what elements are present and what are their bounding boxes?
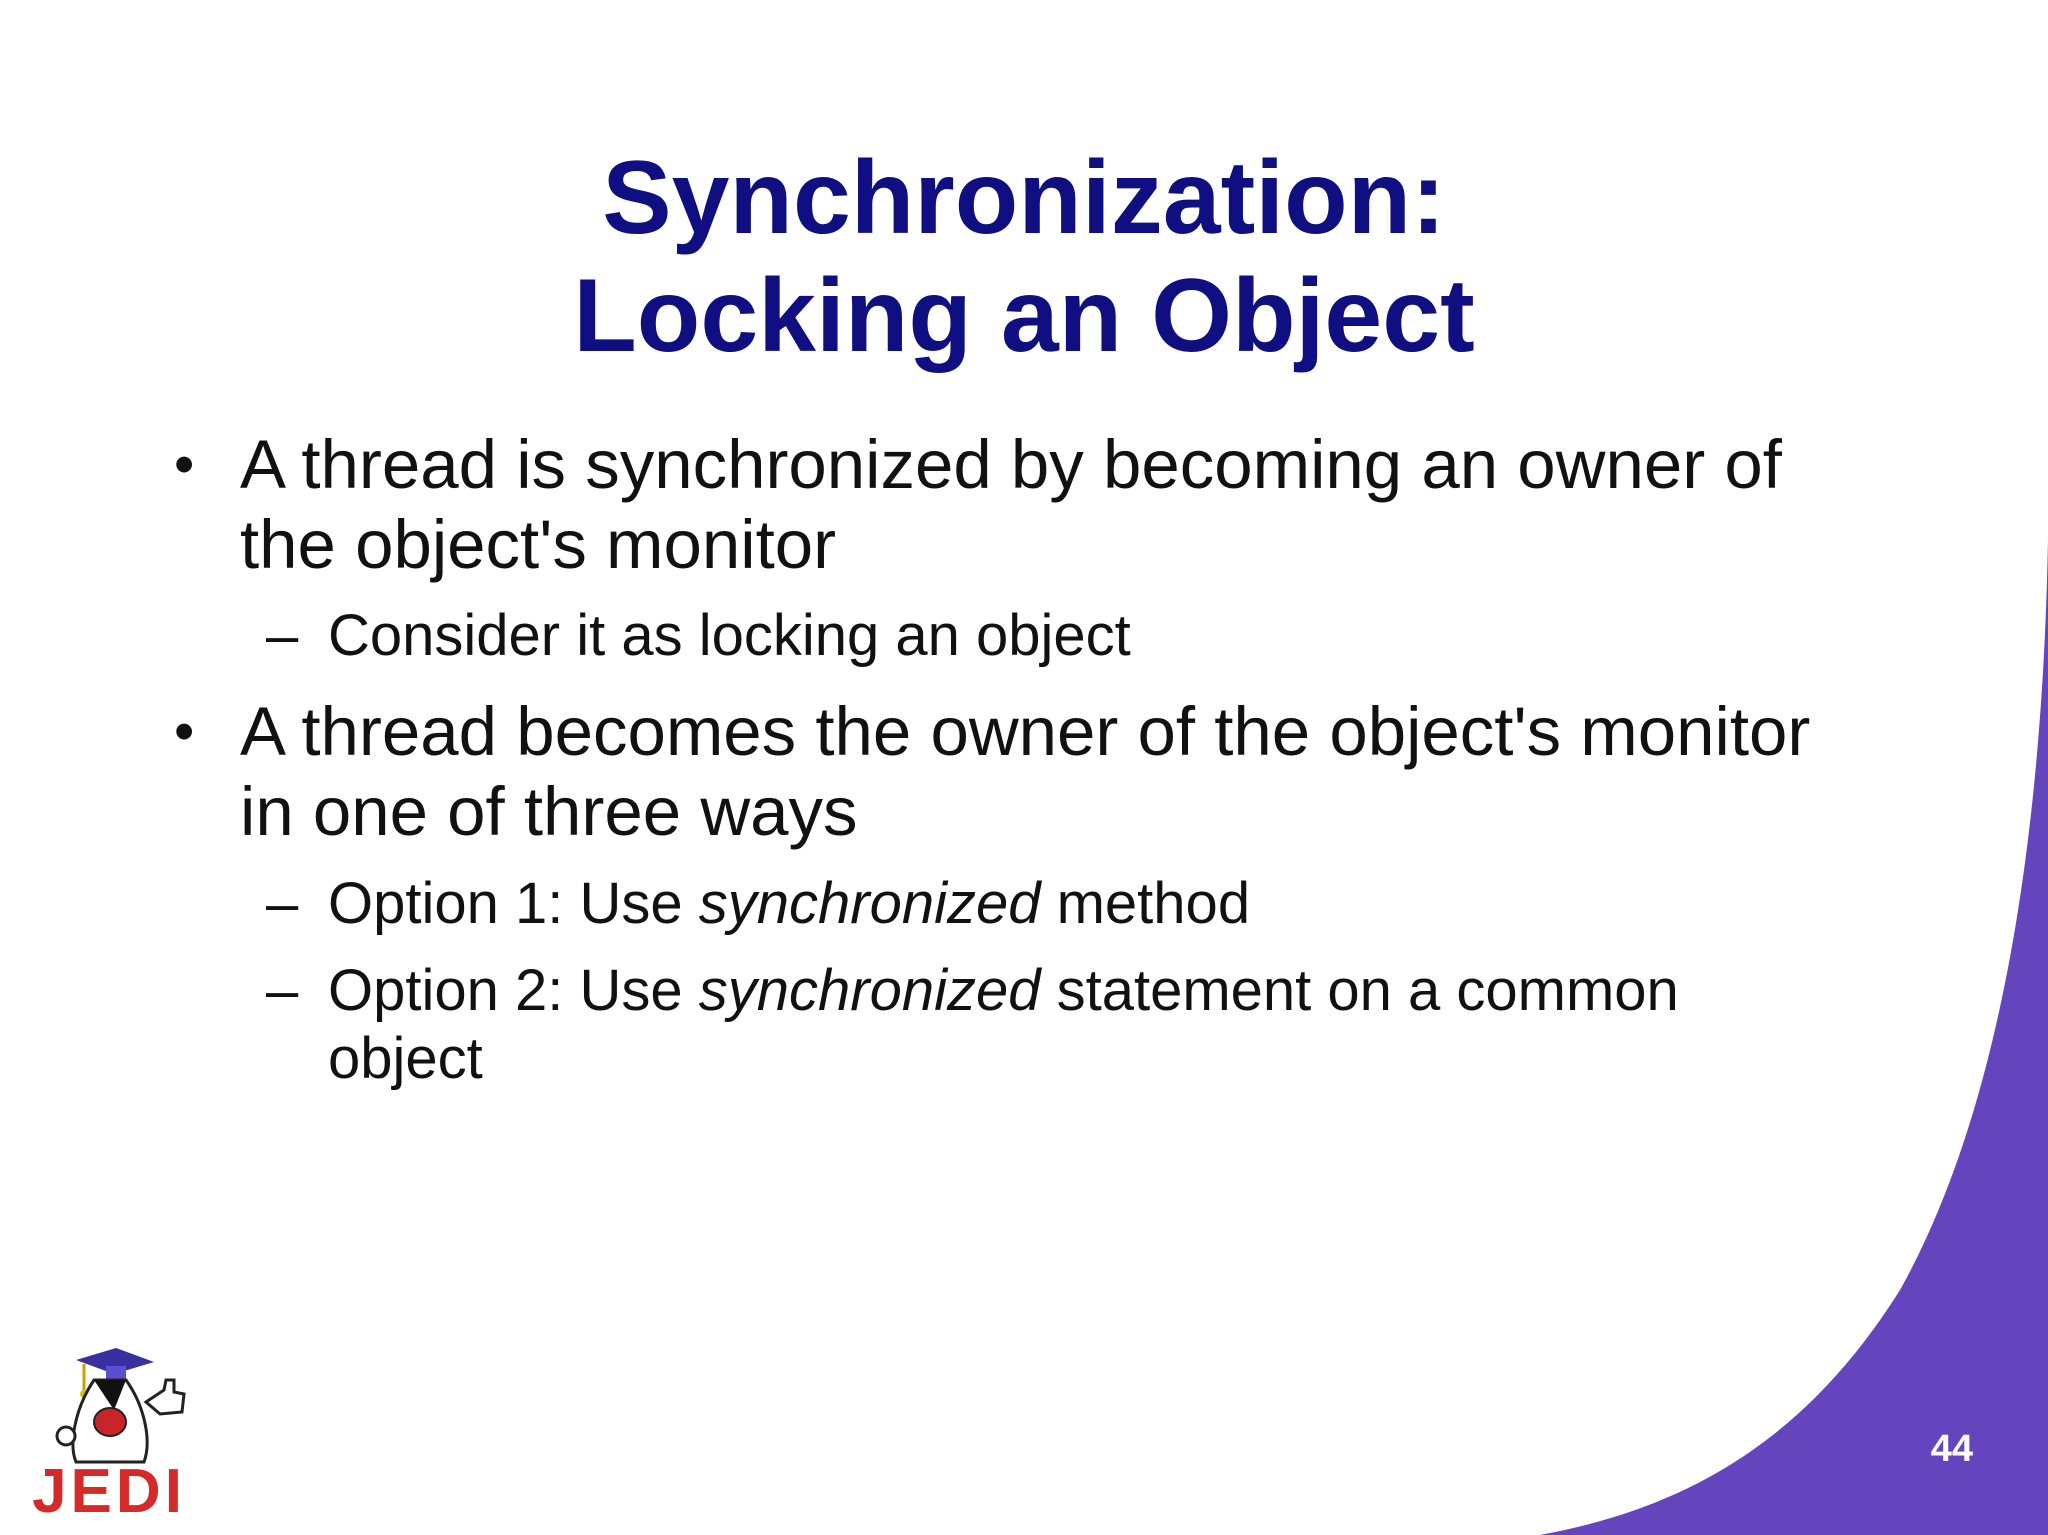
- sub-bullet-1-1-text: Consider it as locking an object: [328, 603, 1131, 668]
- bullet-1-line-2: the object's monitor: [240, 506, 837, 583]
- option-1-keyword: synchronized: [698, 871, 1041, 936]
- sub-bullet-2-2: [266, 957, 1679, 1093]
- dash-marker: –: [266, 958, 299, 1023]
- option-1-suffix: method: [1040, 871, 1251, 936]
- page-number: 44: [1930, 1428, 1973, 1470]
- bullet-2-line-2: in one of three ways: [240, 773, 858, 850]
- dash-marker: –: [266, 603, 299, 668]
- dash-marker: –: [266, 871, 299, 936]
- jedi-logo-text: JEDI: [32, 1457, 186, 1520]
- option-2-suffix: statement on a common: [1040, 958, 1679, 1023]
- bullet-marker: •: [174, 699, 195, 764]
- option-2-keyword: synchronized: [698, 958, 1041, 1023]
- bullet-1-line-1: A thread is synchronized by becoming an owner of: [240, 426, 1782, 503]
- option-2-prefix: Option 2: Use: [328, 958, 699, 1023]
- bullet-marker: •: [174, 432, 195, 497]
- sub-bullet-2-1: [266, 870, 1251, 938]
- jedi-logo: [14, 1340, 204, 1520]
- bullet-1: [174, 425, 1782, 585]
- option-1-prefix: Option 1: Use: [328, 871, 699, 936]
- bullet-2-line-1: A thread becomes the owner of the object's monitor: [240, 693, 1811, 770]
- slide-title-line-2: Locking an Object: [573, 258, 1475, 374]
- bullet-2: [174, 692, 1811, 852]
- sub-bullet-1-1: [266, 602, 1131, 670]
- slide-title-line-1: Synchronization:: [602, 140, 1446, 256]
- option-2-line-2: object: [328, 1026, 483, 1091]
